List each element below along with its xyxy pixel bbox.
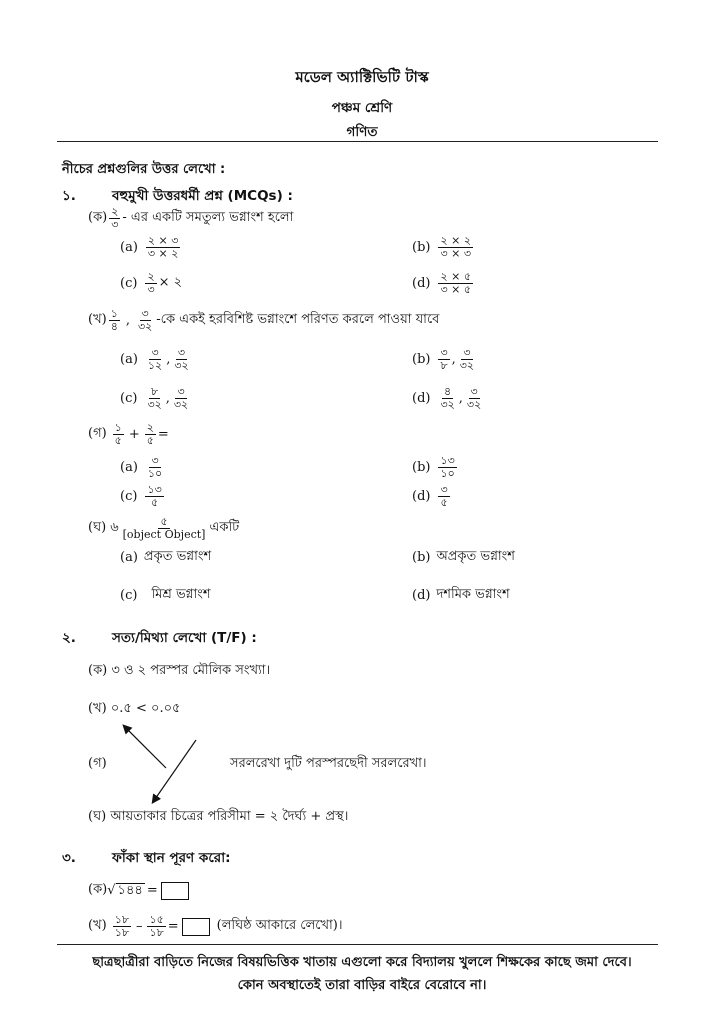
section-3-number: ৩. bbox=[62, 850, 76, 866]
section-2-heading: সত্য/মিথ্যা লেখো (T/F) : bbox=[112, 630, 257, 646]
answer-box[interactable] bbox=[161, 882, 189, 900]
q1-gh-option-d: (d) দশমিক ভগ্নাংশ bbox=[412, 587, 510, 603]
q1-k-option-c: (c) ২ ৩ × ২ bbox=[120, 270, 183, 296]
q2-g-label: (গ) bbox=[88, 756, 107, 771]
q1-k-label: (ক) bbox=[88, 210, 108, 225]
q1-gh-option-a: (a) প্রকৃত ভগ্নাংশ bbox=[120, 549, 212, 565]
line-one bbox=[124, 726, 166, 768]
header-divider bbox=[57, 141, 658, 142]
q1-kh-option-a: (a) ৩ ১২ , ৩ ৩২ bbox=[120, 346, 189, 372]
q1-kh-label: (খ) bbox=[88, 312, 107, 327]
section-1-number: ১. bbox=[62, 188, 76, 204]
q1-gh-label: (ঘ) bbox=[88, 520, 107, 535]
q1-g-option-b: (b) ১৩ ১০ bbox=[412, 454, 455, 480]
q1-g: (গ) ১ ৫ + ২ ৫ = bbox=[88, 421, 169, 447]
section-2-number: ২. bbox=[62, 630, 76, 646]
q1-k bbox=[88, 206, 293, 231]
section-1-heading: বহুমুখী উত্তরধর্মী প্রশ্ন (MCQs) : bbox=[112, 188, 293, 204]
footer-divider bbox=[57, 944, 658, 945]
q2-k: (ক) ৩ ও ২ পরস্পর মৌলিক সংখ্যা। bbox=[88, 663, 271, 678]
sqrt-icon: √ bbox=[107, 883, 116, 898]
q1-gh: (ঘ) ৬ ৫ [object Object] একটি bbox=[88, 515, 240, 541]
q1-k-text: - এর একটি সমতুল্য ভগ্নাংশ হলো bbox=[122, 210, 294, 225]
q2-kh: (খ) ০.৫ < ০.০৫ bbox=[88, 701, 181, 716]
footer-line-2: কোন অবস্থাতেই তারা বাড়ির বাইরে বেরোবে না। bbox=[237, 978, 487, 993]
q1-kh-option-d: (d) ৪ ৩২ , ৩ ৩২ bbox=[412, 385, 482, 411]
instruction: নীচের প্রশ্নগুলির উত্তর লেখো : bbox=[62, 162, 226, 177]
subject-label: গণিত bbox=[346, 124, 378, 140]
q1-gh-option-b: (b) অপ্রকৃত ভগ্নাংশ bbox=[412, 549, 515, 565]
q2-g-text: সরলরেখা দুটি পরস্পরছেদী সরলরেখা। bbox=[230, 756, 427, 771]
q1-g-label: (গ) bbox=[88, 426, 107, 441]
class-label: পঞ্চম শ্রেণি bbox=[331, 100, 393, 116]
q1-k-option-d: (d) ২ × ৫ ৩ × ৫ bbox=[412, 270, 471, 296]
line-two bbox=[153, 740, 196, 802]
page-title: মডেল অ্যাক্টিভিটি টাস্ক bbox=[295, 68, 429, 86]
section-3-heading: ফাঁকা স্থান পূরণ করো: bbox=[112, 850, 231, 866]
footer-line-1: ছাত্রছাত্রীরা বাড়িতে নিজের বিষয়ভিত্তিক খাতায় এগুলো করে বিদ্যালয় খুললে শিক্ষকের কাছে জমা দেবে। bbox=[92, 955, 632, 970]
q3-k: (ক) √ ১৪৪ = bbox=[88, 880, 192, 901]
q2-gh: (ঘ) আয়তাকার চিত্রের পরিসীমা = ২ দৈর্ঘ্য + প্রস্থ। bbox=[88, 809, 349, 824]
q1-k-option-a: (a) ২ × ৩ ৩ × ২ bbox=[120, 234, 179, 260]
q1-kh-text: -কে একই হরবিশিষ্ট ভগ্নাংশে পরিণত করলে পাওয়া যাবে bbox=[156, 312, 440, 327]
q1-g-option-d: (d) ৩ ৫ bbox=[412, 483, 448, 509]
q1-kh: (খ) ১ ৪ , ৩ ৩২ -কে একই হরবিশিষ্ট ভগ্নাংশে পরিণত করলে পাওয়া যাবে bbox=[88, 307, 440, 333]
q1-kh-option-c: (c) ৮ ৩২ , ৩ ৩২ bbox=[120, 385, 189, 411]
q1-g-option-a: (a) ৩ ১০ bbox=[120, 454, 163, 480]
fraction: ২ ৩ bbox=[111, 205, 119, 231]
q3-kh: (খ) ১৮ ১৮ – ১৫ ১৮ = (লঘিষ্ঠ আকারে লেখো)। bbox=[88, 913, 343, 939]
q1-g-option-c: (c) ১৩ ৫ bbox=[120, 483, 162, 509]
answer-box[interactable] bbox=[182, 918, 210, 936]
q1-k-option-b: (b) ২ × ২ ৩ × ৩ bbox=[412, 234, 471, 260]
q1-kh-option-b: (b) ৩ ৮ , ৩ ৩২ bbox=[412, 346, 475, 372]
intersecting-lines-figure bbox=[110, 718, 220, 808]
q1-gh-option-c: (c) মিশ্র ভগ্নাংশ bbox=[120, 587, 211, 603]
